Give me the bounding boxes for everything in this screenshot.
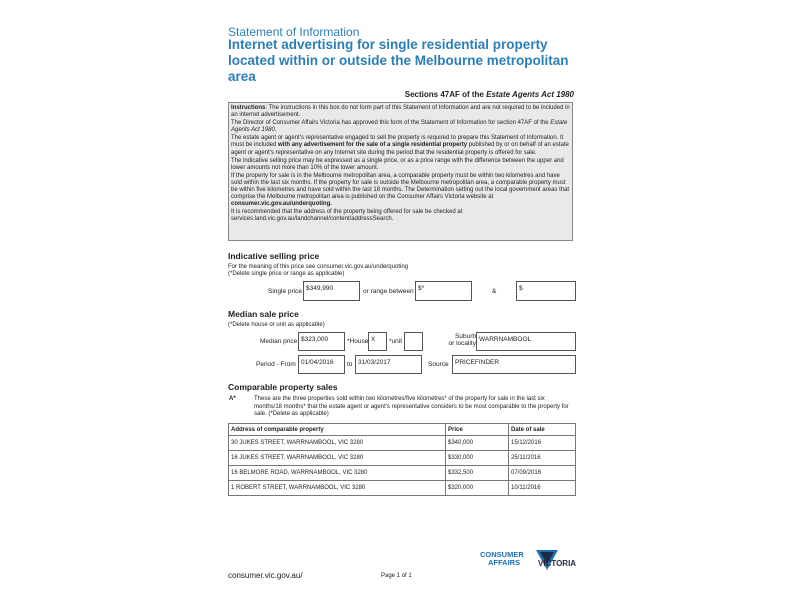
cell-date: 07/09/2016 [509,466,576,481]
source-label: Source [428,361,449,368]
median-note: (*Delete house or unit as applicable) [228,322,325,328]
consumer-affairs-victoria-logo [480,548,580,579]
logo-text [480,551,524,567]
house-label: *House [347,338,369,345]
suburb-label [448,333,476,347]
period-to-field[interactable]: 31/03/2017 [355,355,422,374]
unit-label: *unit [389,338,403,345]
instructions-p3a: The estate agent or agent's representative engaged to sell the property is required to prepare this Statement of Information. It must be included [231,135,564,149]
median-price-label: Median price [260,338,298,345]
table-row [229,481,576,496]
instructions-p2-act: Estate Agents Act 1980 [231,120,568,134]
cell-date: 15/12/2016 [509,436,576,451]
comparable-table [228,423,576,496]
range-ampersand: & [492,288,497,295]
indicative-heading: Indicative selling price [228,251,320,261]
document-title: Internet advertising for single residential property located within or outside the Melbourne metropolitan area [228,37,569,84]
instructions-p2b: . [274,127,277,134]
column-header-address: Address of comparable property [229,424,446,436]
single-price-label: Single price [268,288,302,295]
sections-reference [405,90,574,99]
comparable-note: These are the three properties sold within two kilometres/five kilometres* of the property for sale in the last six months/18 months* that the estate agent or agent's representative considers to be most comparable to the property for sale. (*Delete as applicable) [254,396,569,417]
suburb-label-line2: or locality [448,340,476,347]
range-low-field[interactable]: $* [415,281,472,301]
cell-price: $320,000 [446,481,509,496]
unit-field[interactable] [404,332,423,351]
instructions-p5-link[interactable]: consumer.vic.gov.au/underquoting. [231,201,332,208]
indicative-note-2: (*Delete single price or range as applicable) [228,271,345,277]
page-number: Page 1 of 1 [381,573,412,579]
cell-date: 10/11/2016 [509,481,576,496]
period-from-label: Period - From [256,361,296,368]
footer-site-link[interactable]: consumer.vic.gov.au/ [228,571,303,580]
table-row [229,466,576,481]
suburb-field[interactable]: WARRNAMBOOL [476,332,576,351]
document-kicker: Statement of Information [228,25,360,39]
table-header-row [229,424,576,436]
instructions-p4: The indicative selling price may be expressed as a single price, or as a price range with the difference between the upper and lower amounts not more than 10% of the lower amount. [231,157,564,171]
table-row [229,451,576,466]
range-label: or range between [363,288,414,295]
logo-line2: AFFAIRS [488,558,521,567]
cell-address: 1 ROBERT STREET, WARRNAMBOOL, VIC 3280 [229,481,446,496]
indicative-note-1: For the meaning of this price see consumer.vic.gov.au/underquoting [228,264,408,270]
logo-victoria: VICTORIA [538,559,577,568]
suburb-label-line1: Suburb [455,333,476,340]
cell-price: $330,000 [446,451,509,466]
median-heading: Median sale price [228,309,299,319]
comparable-marker: A* [229,396,236,402]
single-price-field[interactable]: $349,990 [303,281,360,301]
cell-address: 16 JUKES STREET, WARRNAMBOOL, VIC 3280 [229,451,446,466]
column-header-price: Price [446,424,509,436]
cell-price: $332,500 [446,466,509,481]
instructions-p2a: The Director of Consumer Affairs Victoria has approved this form of the Statement of Information for section 47AF of the [231,120,551,127]
instructions-p6: It is recommended that the address of the property being offered for sale be checked at services.land.vic.gov.au/landchannel/content/addressSearch. [231,209,463,223]
comparable-heading: Comparable property sales [228,382,338,392]
sections-act: Estate Agents Act 1980 [486,90,574,99]
instructions-p1: : The instructions in this box do not form part of this Statement of Information and are not required to be included in an internet advertisement. [231,105,570,119]
period-from-field[interactable]: 01/04/2016 [298,355,345,374]
instructions-box [228,102,573,241]
logo-line1: CONSUMER [480,550,524,559]
period-to-label: to [347,361,353,368]
instructions-p3-bold: with any advertisement for the sale of a single residential property [278,142,468,149]
source-field[interactable]: PRICEFINDER [452,355,576,374]
sections-prefix: Sections 47AF of the [404,90,487,99]
house-field[interactable]: X [368,332,387,351]
column-header-date: Date of sale [509,424,576,436]
instructions-p3b: published by or on behalf of an estate agent or agent's representative on any Internet site during the period that the residential property is offered for sale. [231,142,569,156]
cell-address: 30 JUKES STREET, WARRNAMBOOL, VIC 3280 [229,436,446,451]
instructions-label: Instructions [231,105,266,111]
instructions-p5a: If the property for sale is in the Melbourne metropolitan area, a comparable property must be within two kilometres and have sold within the last six months. If the property for sale is outside the Melbourne metropolitan area, a comparable property must be within five kilometres and have sold within the last 18 months. The Determination setting out the local government areas that comprise the Melbourne metropolitan area is published on the Consumer Affairs Victoria website at [231,172,570,201]
table-row [229,436,576,451]
median-price-field[interactable]: $323,000 [298,332,345,351]
range-high-field[interactable]: $ [516,281,576,301]
cell-address: 16 BELMORE ROAD, WARRNAMBOOL, VIC 3280 [229,466,446,481]
cell-price: $340,000 [446,436,509,451]
cell-date: 25/11/2016 [509,451,576,466]
